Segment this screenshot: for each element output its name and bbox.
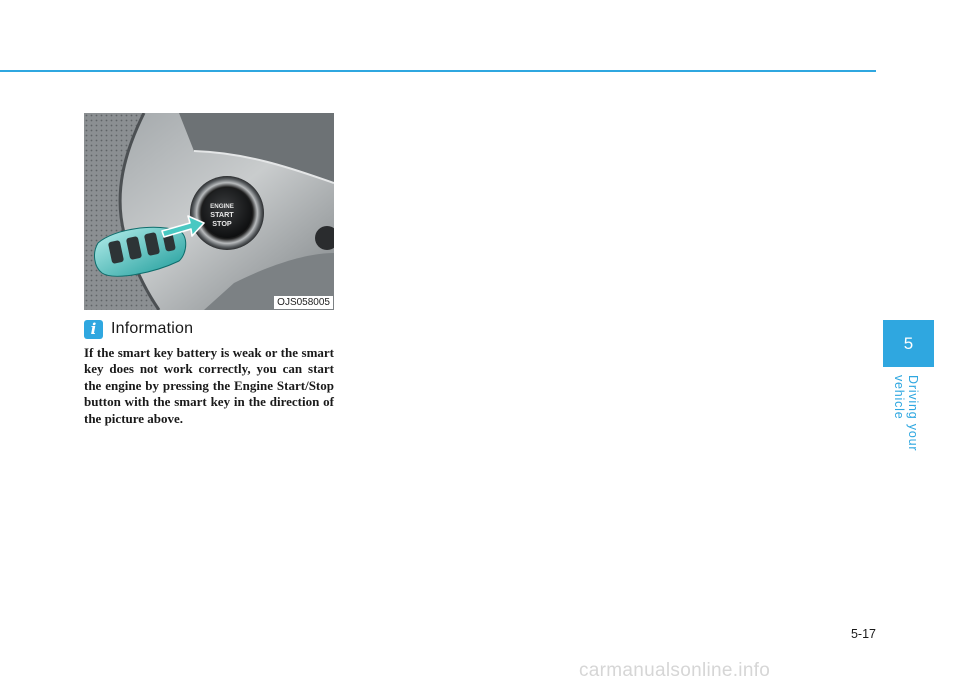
watermark: carmanualsonline.info: [579, 660, 771, 681]
smart-key-start-button-picture: [84, 113, 334, 310]
button-label-stop: STOP: [212, 219, 232, 228]
chapter-title: Driving your vehicle: [892, 375, 920, 452]
button-label-engine: ENGINE: [210, 203, 234, 210]
header-rule: [0, 70, 876, 72]
information-title: Information: [111, 320, 194, 337]
chapter-tab: 5: [883, 320, 934, 367]
information-heading: [84, 318, 193, 340]
button-label-start: START: [210, 210, 234, 219]
figure-code: OJS058005: [274, 296, 333, 309]
information-body: If the smart key battery is weak or the smart key does not work correctly, you can start the engine by pressing the Engine Start/Stop button with the smart key in the direction of the picture above.: [84, 345, 334, 426]
engine-start-illustration: [84, 113, 334, 310]
info-icon: i: [84, 320, 103, 339]
page-number: 5-17: [850, 627, 876, 641]
